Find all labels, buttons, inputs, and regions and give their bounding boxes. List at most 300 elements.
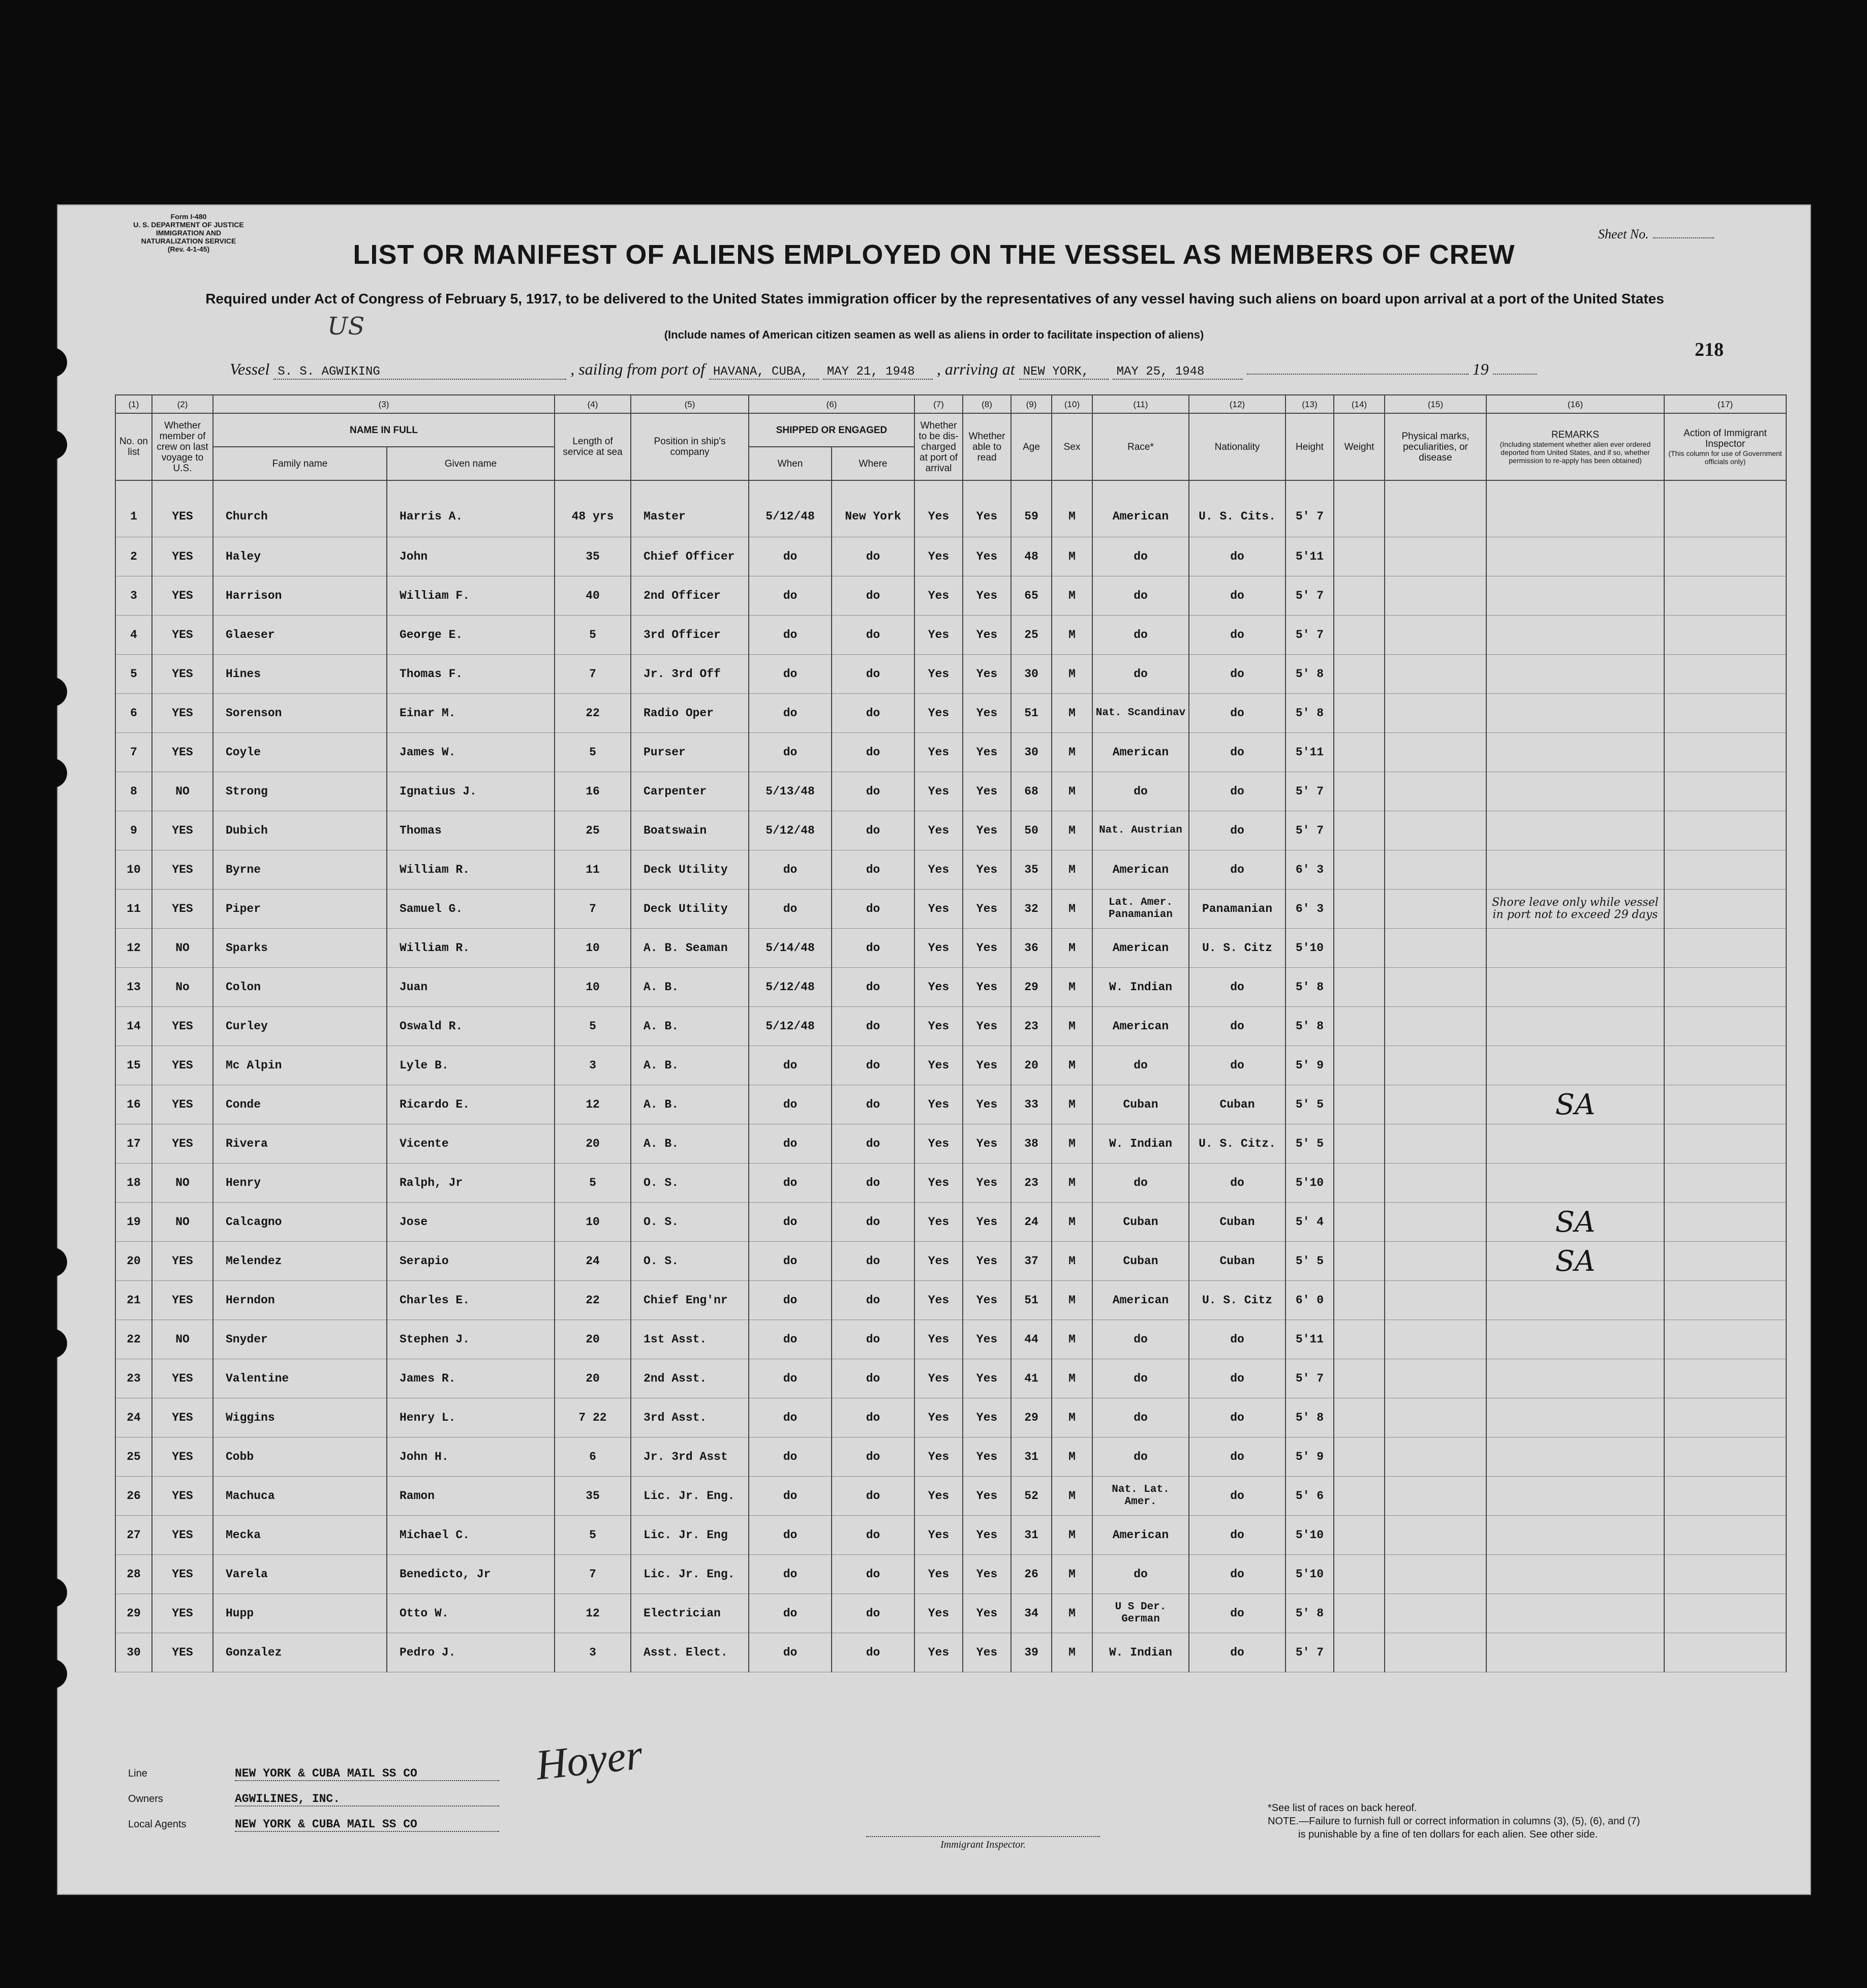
crew-last-voyage: NO: [152, 1203, 213, 1242]
crew-row: [115, 1164, 1786, 1203]
crew-race: Cuban: [1092, 1203, 1189, 1242]
crew-given-name: James W.: [387, 733, 555, 772]
crew-discharged: Yes: [914, 1398, 963, 1438]
crew-weight: [1334, 772, 1385, 811]
crew-physical-marks: [1385, 929, 1486, 968]
crew-race: Nat. Austrian: [1092, 811, 1189, 850]
crew-shipped-where: do: [832, 929, 914, 968]
crew-height: 5'10: [1286, 1164, 1334, 1203]
crew-sex: M: [1052, 694, 1092, 733]
crew-shipped-where: do: [832, 772, 914, 811]
crew-position: Boatswain: [631, 811, 749, 850]
crew-family-name: Colon: [213, 968, 387, 1007]
col-num-8: (8): [963, 395, 1011, 413]
crew-nationality: U. S. Cits.: [1189, 480, 1286, 537]
crew-manifest-table: [115, 394, 1787, 1672]
crew-height: 5'11: [1286, 1320, 1334, 1359]
crew-service-length: 10: [555, 968, 631, 1007]
crew-inspector-action: [1664, 1516, 1786, 1555]
crew-sex: M: [1052, 1398, 1092, 1438]
crew-last-voyage: YES: [152, 1594, 213, 1633]
crew-shipped-where: do: [832, 1594, 914, 1633]
crew-height: 5' 4: [1286, 1203, 1334, 1242]
crew-able-to-read: Yes: [963, 1085, 1011, 1124]
crew-sex: M: [1052, 1124, 1092, 1164]
crew-inspector-action: [1664, 1633, 1786, 1672]
crew-shipped-when: do: [749, 733, 832, 772]
crew-able-to-read: Yes: [963, 1594, 1011, 1633]
crew-nationality: do: [1189, 1438, 1286, 1477]
crew-sex: M: [1052, 1242, 1092, 1281]
agents-label: Local Agents: [128, 1819, 187, 1830]
crew-remarks: [1486, 1555, 1664, 1594]
crew-race: American: [1092, 1007, 1189, 1046]
crew-weight: [1334, 1046, 1385, 1085]
crew-family-name: Sorenson: [213, 694, 387, 733]
manifest-sheet: [57, 204, 1811, 1895]
crew-race: do: [1092, 537, 1189, 576]
crew-age: 23: [1011, 1164, 1052, 1203]
crew-service-length: 5: [555, 1007, 631, 1046]
crew-race: do: [1092, 576, 1189, 616]
header-row-main: [115, 413, 1786, 447]
crew-sex: M: [1052, 1633, 1092, 1672]
crew-nationality: do: [1189, 1007, 1286, 1046]
crew-last-voyage: YES: [152, 1124, 213, 1164]
crew-remarks: [1486, 811, 1664, 850]
crew-given-name: Lyle B.: [387, 1046, 555, 1085]
crew-nationality: do: [1189, 850, 1286, 890]
crew-remarks: [1486, 1438, 1664, 1477]
punch-hole: [38, 1329, 67, 1358]
crew-given-name: Thomas: [387, 811, 555, 850]
crew-last-voyage: YES: [152, 1359, 213, 1398]
crew-given-name: Jose: [387, 1203, 555, 1242]
crew-age: 33: [1011, 1085, 1052, 1124]
punch-hole: [38, 348, 67, 377]
crew-family-name: Coyle: [213, 733, 387, 772]
crew-nationality: do: [1189, 1477, 1286, 1516]
crew-physical-marks: [1385, 1085, 1486, 1124]
crew-discharged: Yes: [914, 1477, 963, 1516]
crew-last-voyage: YES: [152, 1477, 213, 1516]
crew-nationality: U. S. Citz: [1189, 929, 1286, 968]
crew-shipped-when: do: [749, 1438, 832, 1477]
crew-remarks: [1486, 1164, 1664, 1203]
col-num-16: (16): [1486, 395, 1664, 413]
crew-shipped-when: 5/12/48: [749, 968, 832, 1007]
crew-last-voyage: YES: [152, 1516, 213, 1555]
crew-weight: [1334, 968, 1385, 1007]
crew-inspector-action: [1664, 694, 1786, 733]
crew-no: 18: [115, 1164, 152, 1203]
header-shipped-engaged: SHIPPED OR ENGAGED: [749, 413, 914, 447]
crew-physical-marks: [1385, 694, 1486, 733]
crew-discharged: Yes: [914, 1438, 963, 1477]
header-height: Height: [1286, 413, 1334, 480]
crew-row: [115, 772, 1786, 811]
vessel-line: [230, 360, 1537, 380]
crew-service-length: 12: [555, 1085, 631, 1124]
crew-height: 5' 8: [1286, 655, 1334, 694]
crew-no: 2: [115, 537, 152, 576]
crew-nationality: do: [1189, 537, 1286, 576]
crew-age: 36: [1011, 929, 1052, 968]
crew-service-length: 6: [555, 1438, 631, 1477]
crew-race: American: [1092, 480, 1189, 537]
crew-physical-marks: [1385, 616, 1486, 655]
col-num-7: (7): [914, 395, 963, 413]
crew-last-voyage: No: [152, 968, 213, 1007]
crew-last-voyage: YES: [152, 733, 213, 772]
crew-age: 51: [1011, 1281, 1052, 1320]
crew-service-length: 20: [555, 1359, 631, 1398]
sailing-label: , sailing from port of: [570, 360, 705, 378]
arrival-date: MAY 25, 1948: [1113, 365, 1243, 380]
crew-race: W. Indian: [1092, 968, 1189, 1007]
crew-position: Chief Eng'nr: [631, 1281, 749, 1320]
crew-given-name: Ignatius J.: [387, 772, 555, 811]
crew-able-to-read: Yes: [963, 1555, 1011, 1594]
col-num-14: (14): [1334, 395, 1385, 413]
crew-age: 65: [1011, 576, 1052, 616]
line-value: NEW YORK & CUBA MAIL SS CO: [235, 1767, 499, 1781]
crew-row: [115, 1242, 1786, 1281]
crew-row: [115, 537, 1786, 576]
crew-shipped-when: do: [749, 655, 832, 694]
crew-physical-marks: [1385, 1242, 1486, 1281]
crew-given-name: Oswald R.: [387, 1007, 555, 1046]
crew-shipped-when: 5/12/48: [749, 811, 832, 850]
crew-given-name: Serapio: [387, 1242, 555, 1281]
crew-family-name: Rivera: [213, 1124, 387, 1164]
crew-remarks: [1486, 1007, 1664, 1046]
crew-position: Radio Oper: [631, 694, 749, 733]
punch-hole: [38, 1578, 67, 1607]
crew-sex: M: [1052, 1594, 1092, 1633]
crew-discharged: Yes: [914, 890, 963, 929]
crew-height: 5' 7: [1286, 480, 1334, 537]
crew-nationality: do: [1189, 694, 1286, 733]
crew-race: American: [1092, 1281, 1189, 1320]
crew-inspector-action: [1664, 1007, 1786, 1046]
crew-remarks: Shore leave only while vessel in port not to exceed 29 days: [1486, 890, 1664, 929]
crew-inspector-action: [1664, 1320, 1786, 1359]
crew-sex: M: [1052, 655, 1092, 694]
header-last-voyage: Whether member of crew on last voyage to U.S.: [152, 413, 213, 480]
crew-race: W. Indian: [1092, 1124, 1189, 1164]
crew-weight: [1334, 1633, 1385, 1672]
crew-discharged: Yes: [914, 616, 963, 655]
crew-shipped-where: do: [832, 1046, 914, 1085]
crew-family-name: Machuca: [213, 1477, 387, 1516]
crew-able-to-read: Yes: [963, 1242, 1011, 1281]
crew-family-name: Calcagno: [213, 1203, 387, 1242]
crew-weight: [1334, 1398, 1385, 1438]
crew-age: 23: [1011, 1007, 1052, 1046]
form-subtitle: Required under Act of Congress of February 5, 1917, to be delivered to the United States immigration officer by the representatives of any vessel having such aliens on board upon arrival at a port of the United States: [205, 291, 1664, 307]
crew-height: 5' 8: [1286, 968, 1334, 1007]
crew-physical-marks: [1385, 1007, 1486, 1046]
crew-age: 44: [1011, 1320, 1052, 1359]
crew-no: 14: [115, 1007, 152, 1046]
crew-age: 31: [1011, 1516, 1052, 1555]
crew-race: do: [1092, 1555, 1189, 1594]
crew-shipped-where: do: [832, 850, 914, 890]
crew-shipped-when: do: [749, 1242, 832, 1281]
crew-shipped-where: do: [832, 1320, 914, 1359]
crew-service-length: 22: [555, 694, 631, 733]
crew-position: Lic. Jr. Eng: [631, 1516, 749, 1555]
crew-shipped-where: do: [832, 1242, 914, 1281]
crew-nationality: do: [1189, 968, 1286, 1007]
crew-able-to-read: Yes: [963, 1438, 1011, 1477]
crew-remarks: [1486, 772, 1664, 811]
crew-height: 5' 7: [1286, 1359, 1334, 1398]
crew-shipped-when: 5/13/48: [749, 772, 832, 811]
form-number: Form I-480: [170, 212, 207, 221]
page-number: 218: [1695, 339, 1724, 360]
crew-family-name: Gonzalez: [213, 1633, 387, 1672]
crew-weight: [1334, 890, 1385, 929]
crew-remarks: [1486, 694, 1664, 733]
crew-service-length: 3: [555, 1046, 631, 1085]
crew-row: [115, 1398, 1786, 1438]
header-where: Where: [832, 447, 914, 480]
crew-given-name: Stephen J.: [387, 1320, 555, 1359]
crew-age: 48: [1011, 537, 1052, 576]
crew-nationality: do: [1189, 772, 1286, 811]
crew-last-voyage: YES: [152, 480, 213, 537]
crew-shipped-where: do: [832, 1438, 914, 1477]
header-sex: Sex: [1052, 413, 1092, 480]
crew-nationality: do: [1189, 1359, 1286, 1398]
crew-no: 8: [115, 772, 152, 811]
crew-row: [115, 733, 1786, 772]
crew-physical-marks: [1385, 1164, 1486, 1203]
crew-race: do: [1092, 655, 1189, 694]
arrival-port: NEW YORK,: [1019, 365, 1109, 380]
crew-no: 23: [115, 1359, 152, 1398]
crew-shipped-when: do: [749, 1320, 832, 1359]
crew-service-length: 20: [555, 1320, 631, 1359]
crew-weight: [1334, 694, 1385, 733]
crew-sex: M: [1052, 480, 1092, 537]
crew-row: [115, 811, 1786, 850]
crew-given-name: Einar M.: [387, 694, 555, 733]
crew-given-name: Michael C.: [387, 1516, 555, 1555]
crew-given-name: Ramon: [387, 1477, 555, 1516]
crew-family-name: Melendez: [213, 1242, 387, 1281]
crew-last-voyage: NO: [152, 772, 213, 811]
crew-height: 5' 8: [1286, 1398, 1334, 1438]
crew-race: Lat. Amer. Panamanian: [1092, 890, 1189, 929]
crew-sex: M: [1052, 1281, 1092, 1320]
crew-race: American: [1092, 1516, 1189, 1555]
crew-physical-marks: [1385, 890, 1486, 929]
crew-row: [115, 1320, 1786, 1359]
department: U. S. DEPARTMENT OF JUSTICE: [133, 221, 244, 229]
crew-nationality: do: [1189, 616, 1286, 655]
crew-height: 5'10: [1286, 1516, 1334, 1555]
crew-race: do: [1092, 1438, 1189, 1477]
crew-given-name: William F.: [387, 576, 555, 616]
header-no-on-list: No. on list: [115, 413, 152, 480]
crew-remarks: [1486, 929, 1664, 968]
crew-physical-marks: [1385, 1594, 1486, 1633]
crew-position: A. B.: [631, 1085, 749, 1124]
crew-service-length: 24: [555, 1242, 631, 1281]
crew-position: 1st Asst.: [631, 1320, 749, 1359]
crew-inspector-action: [1664, 733, 1786, 772]
crew-race: do: [1092, 1359, 1189, 1398]
crew-service-length: 5: [555, 1164, 631, 1203]
crew-shipped-where: do: [832, 1007, 914, 1046]
crew-given-name: Ricardo E.: [387, 1085, 555, 1124]
crew-service-length: 40: [555, 576, 631, 616]
crew-given-name: Juan: [387, 968, 555, 1007]
crew-physical-marks: [1385, 655, 1486, 694]
crew-last-voyage: YES: [152, 850, 213, 890]
header-nationality: Nationality: [1189, 413, 1286, 480]
crew-discharged: Yes: [914, 772, 963, 811]
col-num-12: (12): [1189, 395, 1286, 413]
crew-service-length: 35: [555, 537, 631, 576]
crew-physical-marks: [1385, 480, 1486, 537]
crew-weight: [1334, 655, 1385, 694]
crew-weight: [1334, 1203, 1385, 1242]
crew-family-name: Valentine: [213, 1359, 387, 1398]
crew-able-to-read: Yes: [963, 1398, 1011, 1438]
crew-discharged: Yes: [914, 537, 963, 576]
crew-height: 5' 8: [1286, 1007, 1334, 1046]
crew-nationality: do: [1189, 1164, 1286, 1203]
crew-position: Jr. 3rd Off: [631, 655, 749, 694]
crew-physical-marks: [1385, 1359, 1486, 1398]
crew-height: 5' 7: [1286, 811, 1334, 850]
crew-last-voyage: YES: [152, 811, 213, 850]
crew-position: Deck Utility: [631, 890, 749, 929]
crew-remarks: [1486, 480, 1664, 537]
crew-inspector-action: [1664, 576, 1786, 616]
crew-inspector-action: [1664, 1359, 1786, 1398]
crew-age: 34: [1011, 1594, 1052, 1633]
crew-position: A. B. Seaman: [631, 929, 749, 968]
crew-shipped-where: do: [832, 1477, 914, 1516]
crew-given-name: Vicente: [387, 1124, 555, 1164]
crew-position: O. S.: [631, 1242, 749, 1281]
crew-shipped-when: do: [749, 1359, 832, 1398]
crew-race: W. Indian: [1092, 1633, 1189, 1672]
crew-nationality: do: [1189, 576, 1286, 616]
crew-no: 27: [115, 1516, 152, 1555]
header-age: Age: [1011, 413, 1052, 480]
crew-weight: [1334, 1359, 1385, 1398]
crew-able-to-read: Yes: [963, 1359, 1011, 1398]
crew-shipped-where: do: [832, 1124, 914, 1164]
crew-last-voyage: YES: [152, 694, 213, 733]
service: IMMIGRATION AND NATURALIZATION SERVICE: [141, 229, 236, 245]
crew-physical-marks: [1385, 1046, 1486, 1085]
crew-inspector-action: [1664, 537, 1786, 576]
crew-able-to-read: Yes: [963, 616, 1011, 655]
crew-service-length: 48 yrs: [555, 480, 631, 537]
crew-given-name: Samuel G.: [387, 890, 555, 929]
crew-row: [115, 968, 1786, 1007]
crew-family-name: Piper: [213, 890, 387, 929]
footer-owners: [128, 1792, 499, 1807]
crew-row: [115, 1085, 1786, 1124]
crew-height: 5' 7: [1286, 576, 1334, 616]
crew-weight: [1334, 1594, 1385, 1633]
header-given-name: Given name: [387, 447, 555, 480]
crew-able-to-read: Yes: [963, 733, 1011, 772]
crew-inspector-action: [1664, 1164, 1786, 1203]
col-num-1: (1): [115, 395, 152, 413]
crew-nationality: U. S. Citz.: [1189, 1124, 1286, 1164]
crew-shipped-where: do: [832, 890, 914, 929]
crew-last-voyage: NO: [152, 1164, 213, 1203]
crew-nationality: do: [1189, 811, 1286, 850]
header-name-in-full: NAME IN FULL: [213, 413, 555, 447]
header-family-name: Family name: [213, 447, 387, 480]
crew-shipped-when: 5/14/48: [749, 929, 832, 968]
crew-age: 32: [1011, 890, 1052, 929]
crew-physical-marks: [1385, 811, 1486, 850]
crew-no: 21: [115, 1281, 152, 1320]
crew-given-name: John: [387, 537, 555, 576]
crew-nationality: Panamanian: [1189, 890, 1286, 929]
crew-row: [115, 1555, 1786, 1594]
crew-race: American: [1092, 929, 1189, 968]
crew-row: [115, 1203, 1786, 1242]
crew-height: 5' 7: [1286, 616, 1334, 655]
crew-sex: M: [1052, 968, 1092, 1007]
crew-age: 37: [1011, 1242, 1052, 1281]
header-length-service: Length of service at sea: [555, 413, 631, 480]
crew-able-to-read: Yes: [963, 1516, 1011, 1555]
crew-shipped-when: do: [749, 1164, 832, 1203]
crew-shipped-when: do: [749, 1203, 832, 1242]
crew-no: 12: [115, 929, 152, 968]
vessel-label: Vessel: [230, 360, 270, 378]
departure-date: MAY 21, 1948: [823, 365, 933, 380]
crew-inspector-action: [1664, 1398, 1786, 1438]
year-blank-end: [1493, 374, 1537, 375]
crew-weight: [1334, 1281, 1385, 1320]
crew-sex: M: [1052, 1164, 1092, 1203]
crew-row: [115, 929, 1786, 968]
crew-family-name: Hines: [213, 655, 387, 694]
header-action-note: (This column for use of Government officials only): [1668, 449, 1782, 466]
crew-position: 3rd Officer: [631, 616, 749, 655]
crew-last-voyage: NO: [152, 1320, 213, 1359]
crew-sex: M: [1052, 1477, 1092, 1516]
crew-discharged: Yes: [914, 968, 963, 1007]
crew-shipped-when: do: [749, 616, 832, 655]
crew-shipped-where: do: [832, 616, 914, 655]
header-remarks: [1486, 413, 1664, 480]
crew-weight: [1334, 1007, 1385, 1046]
crew-shipped-where: do: [832, 1555, 914, 1594]
crew-given-name: Pedro J.: [387, 1633, 555, 1672]
crew-last-voyage: YES: [152, 1085, 213, 1124]
crew-sex: M: [1052, 890, 1092, 929]
crew-height: 5' 5: [1286, 1085, 1334, 1124]
crew-no: 26: [115, 1477, 152, 1516]
crew-row: [115, 1633, 1786, 1672]
crew-discharged: Yes: [914, 1281, 963, 1320]
